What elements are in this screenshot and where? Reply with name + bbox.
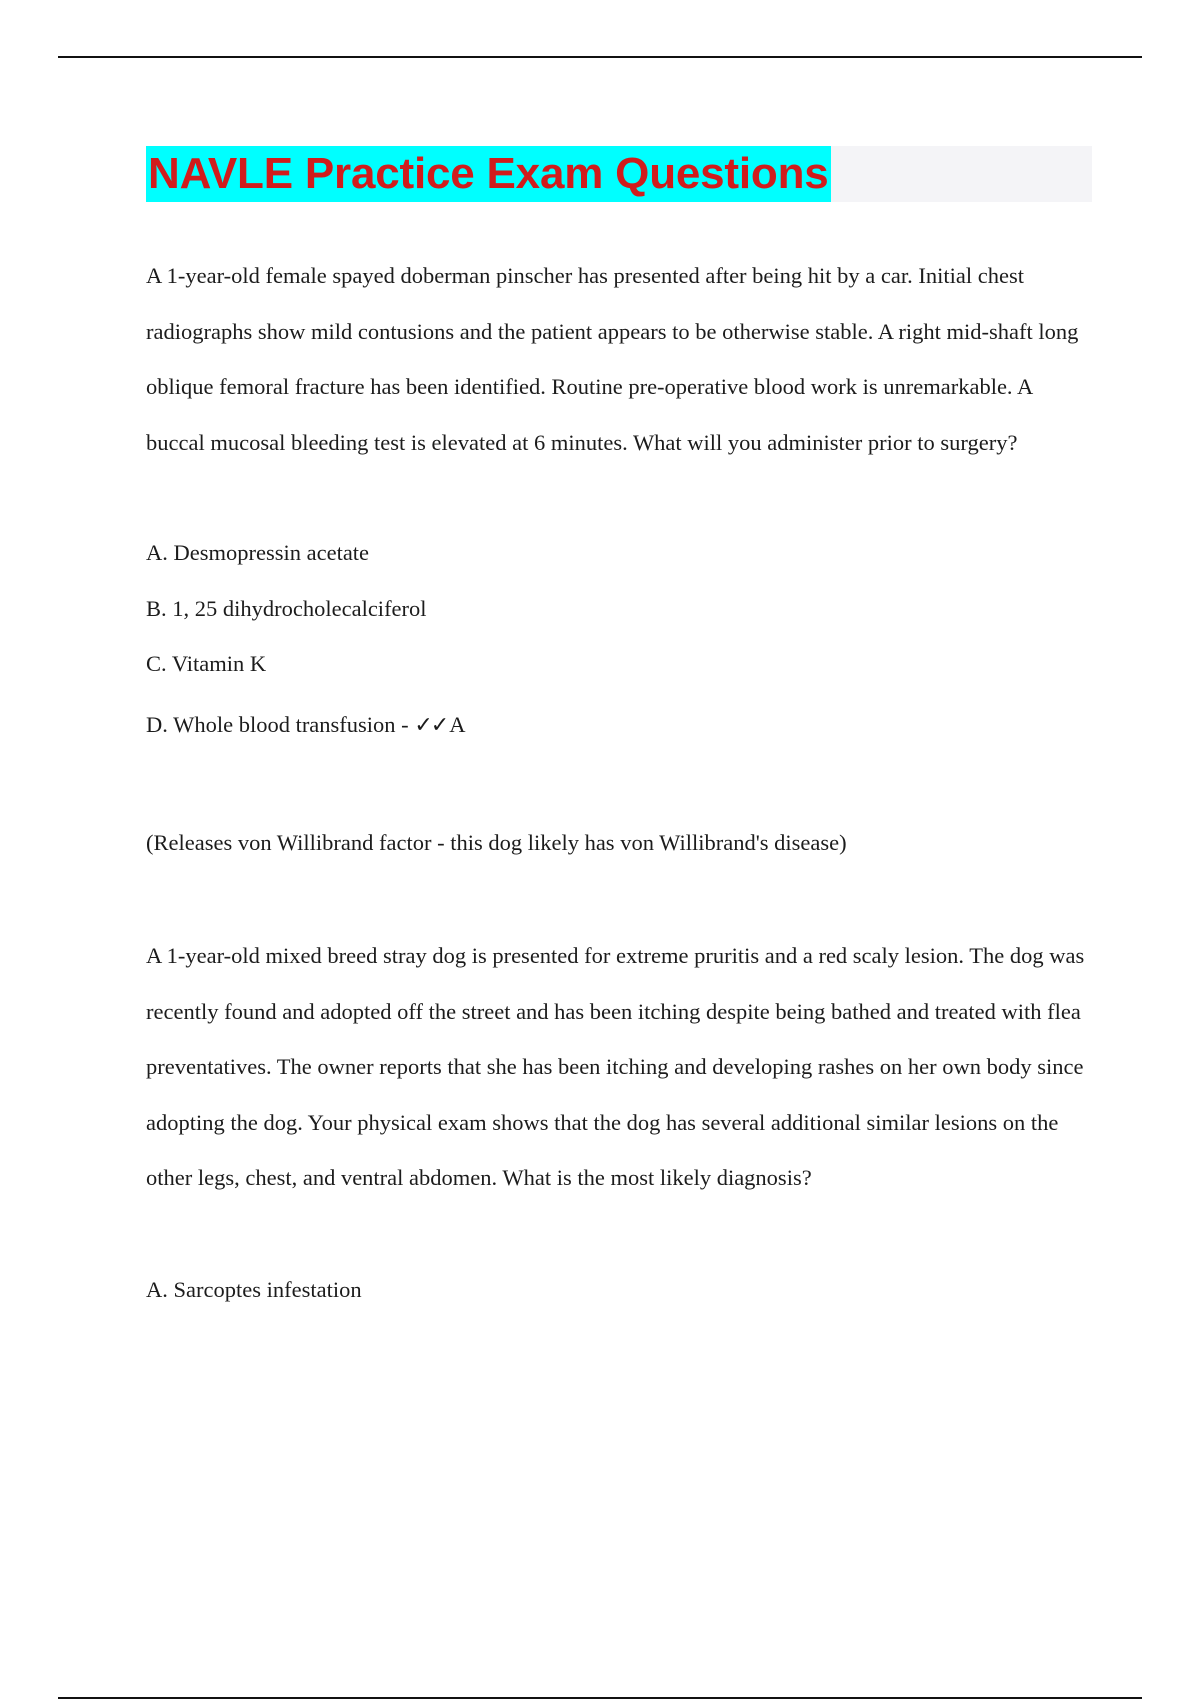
question-1-option-d: D. Whole blood transfusion - [146,711,415,737]
question-1-explanation: (Releases von Willibrand factor - this dog likely has von Willibrand's disease) [146,829,847,855]
question-1-answer: A [449,711,466,737]
question-1-option-b: B. 1, 25 dihydrocholecalciferol [146,595,427,621]
document-body [146,248,1092,1317]
question-1-text: A 1-year-old female spayed doberman pinscher has presented after being hit by a car. Initial chest radiographs show mild contusions and the patient appears to be otherwise stable. A right mid-shaft long oblique femoral fracture has been identified. Routine pre-operative blood work is unremarkable. A buccal mucosal bleeding test is elevated at 6 minutes. What will you administer prior to surgery? [146,263,1079,455]
question-2-option-a: A. Sarcoptes infestation [146,1276,362,1302]
bottom-divider [58,1697,1142,1699]
top-divider [58,56,1142,58]
question-1-option-c: C. Vitamin K [146,651,267,676]
question-2-text: A 1-year-old mixed breed stray dog is presented for extreme pruritis and a red scaly lesion. The dog was recently found and adopted off the street and has been itching despite being bathed and treated with flea preventatives. The owner reports that she has been itching and developing rashes on her own body since adopting the dog. Your physical exam shows that the dog has several additional similar lesions on the other legs, chest, and ventral abdomen. What is the most likely diagnosis? [146,943,1085,1190]
question-1-option-d-line [146,692,1092,759]
page-title: NAVLE Practice Exam Questions [146,146,831,202]
check-icon: ✓✓ [414,712,448,738]
question-1-option-a: A. Desmopressin acetate [146,540,370,565]
